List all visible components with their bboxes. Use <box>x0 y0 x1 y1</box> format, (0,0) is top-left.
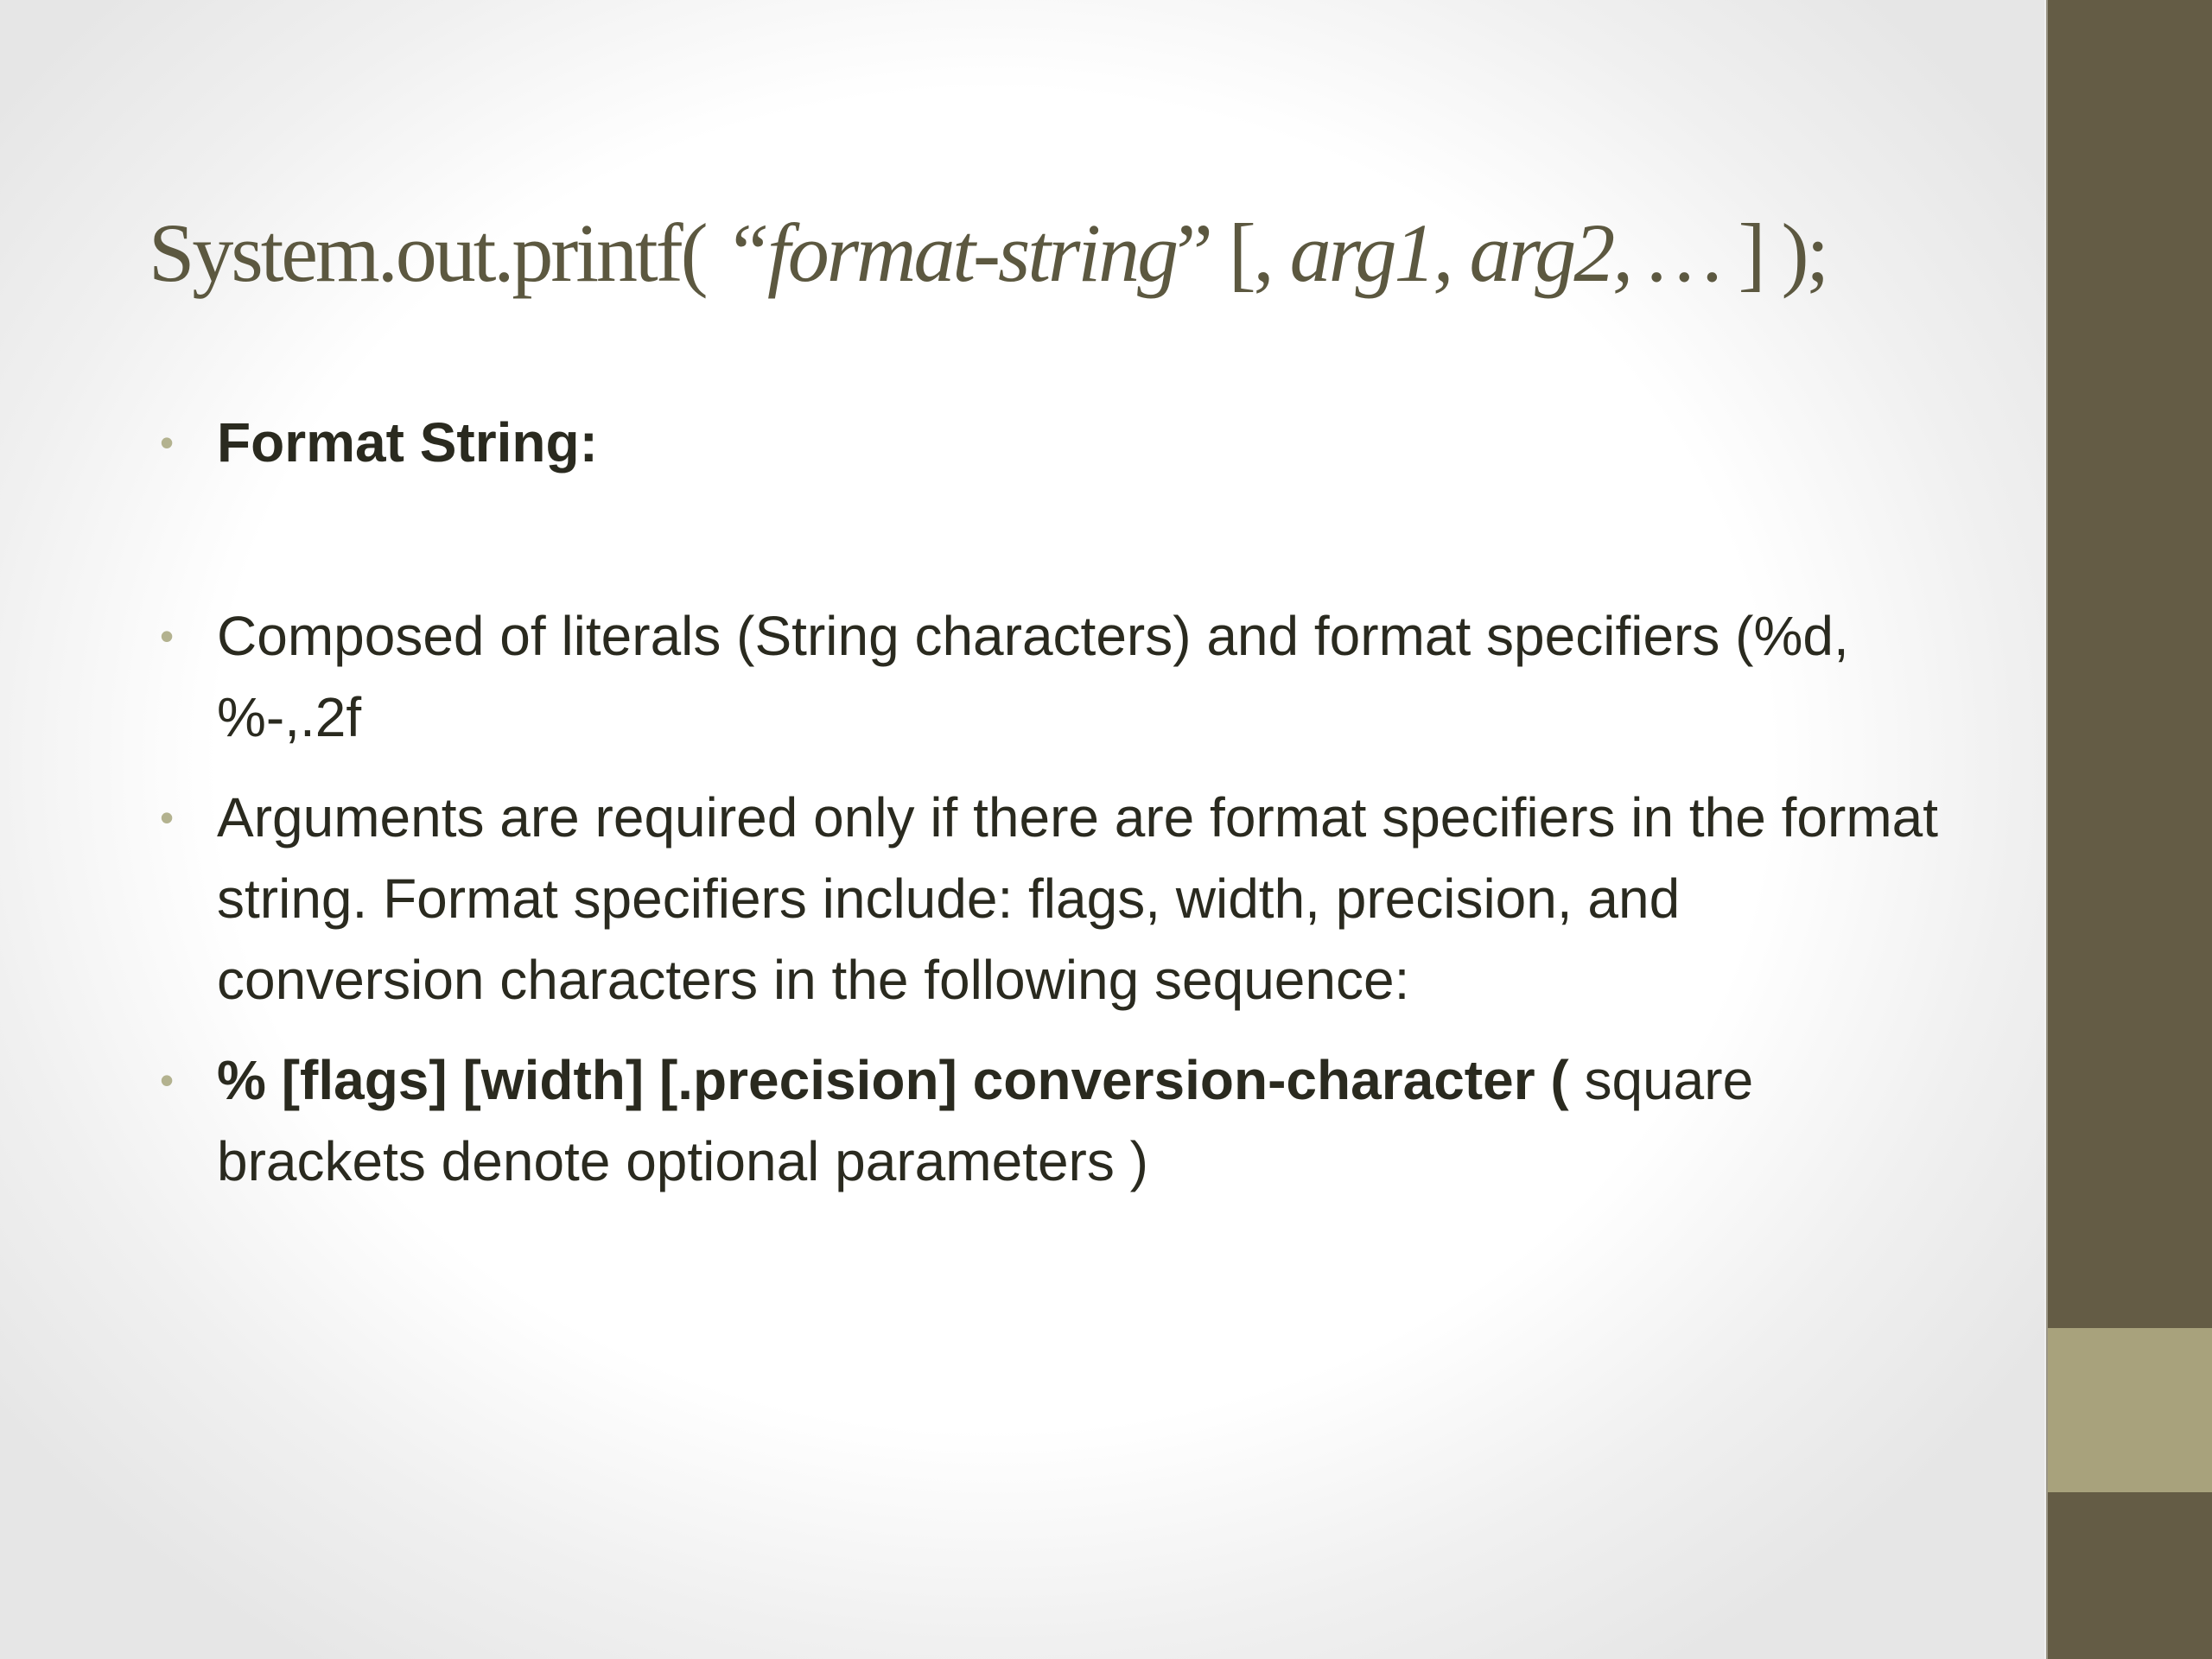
bullet-item <box>160 402 1948 483</box>
bullet-item <box>160 1039 1948 1202</box>
bullet-marker: • <box>160 795 175 840</box>
title-code-prefix: System.out.printf( <box>149 207 724 299</box>
bullet-marker: • <box>160 420 175 465</box>
bullet-text-normal: square brackets denote optional parameters ) <box>217 1049 1754 1192</box>
slide-title <box>149 207 2006 299</box>
bullet-item <box>160 595 1948 758</box>
title-code-suffix: ] ); <box>1738 207 1827 299</box>
bullet-text: Composed of literals (String characters) and format specifiers (%d, %-,.2f <box>217 605 1849 748</box>
bullet-item <box>160 777 1948 1020</box>
bullet-text: Arguments are required only if there are format specifiers in the format string. Format specifiers include: flags, width, precision, and conversion characters in the following sequence: <box>217 786 1938 1011</box>
side-bar-accent <box>2048 1328 2212 1492</box>
title-format-string: “format-string <box>723 207 1177 299</box>
bullet-list <box>160 402 1948 1202</box>
bullet-marker: • <box>160 1058 175 1103</box>
bullet-marker: • <box>160 613 175 658</box>
bullet-text: Format String: <box>217 411 598 474</box>
title-bracket-open: ” [, <box>1176 207 1290 299</box>
bullet-text-bold: % [flags] [width] [.precision] conversion-character ( <box>217 1049 1569 1111</box>
title-args: arg1, arg2, … <box>1289 207 1738 299</box>
